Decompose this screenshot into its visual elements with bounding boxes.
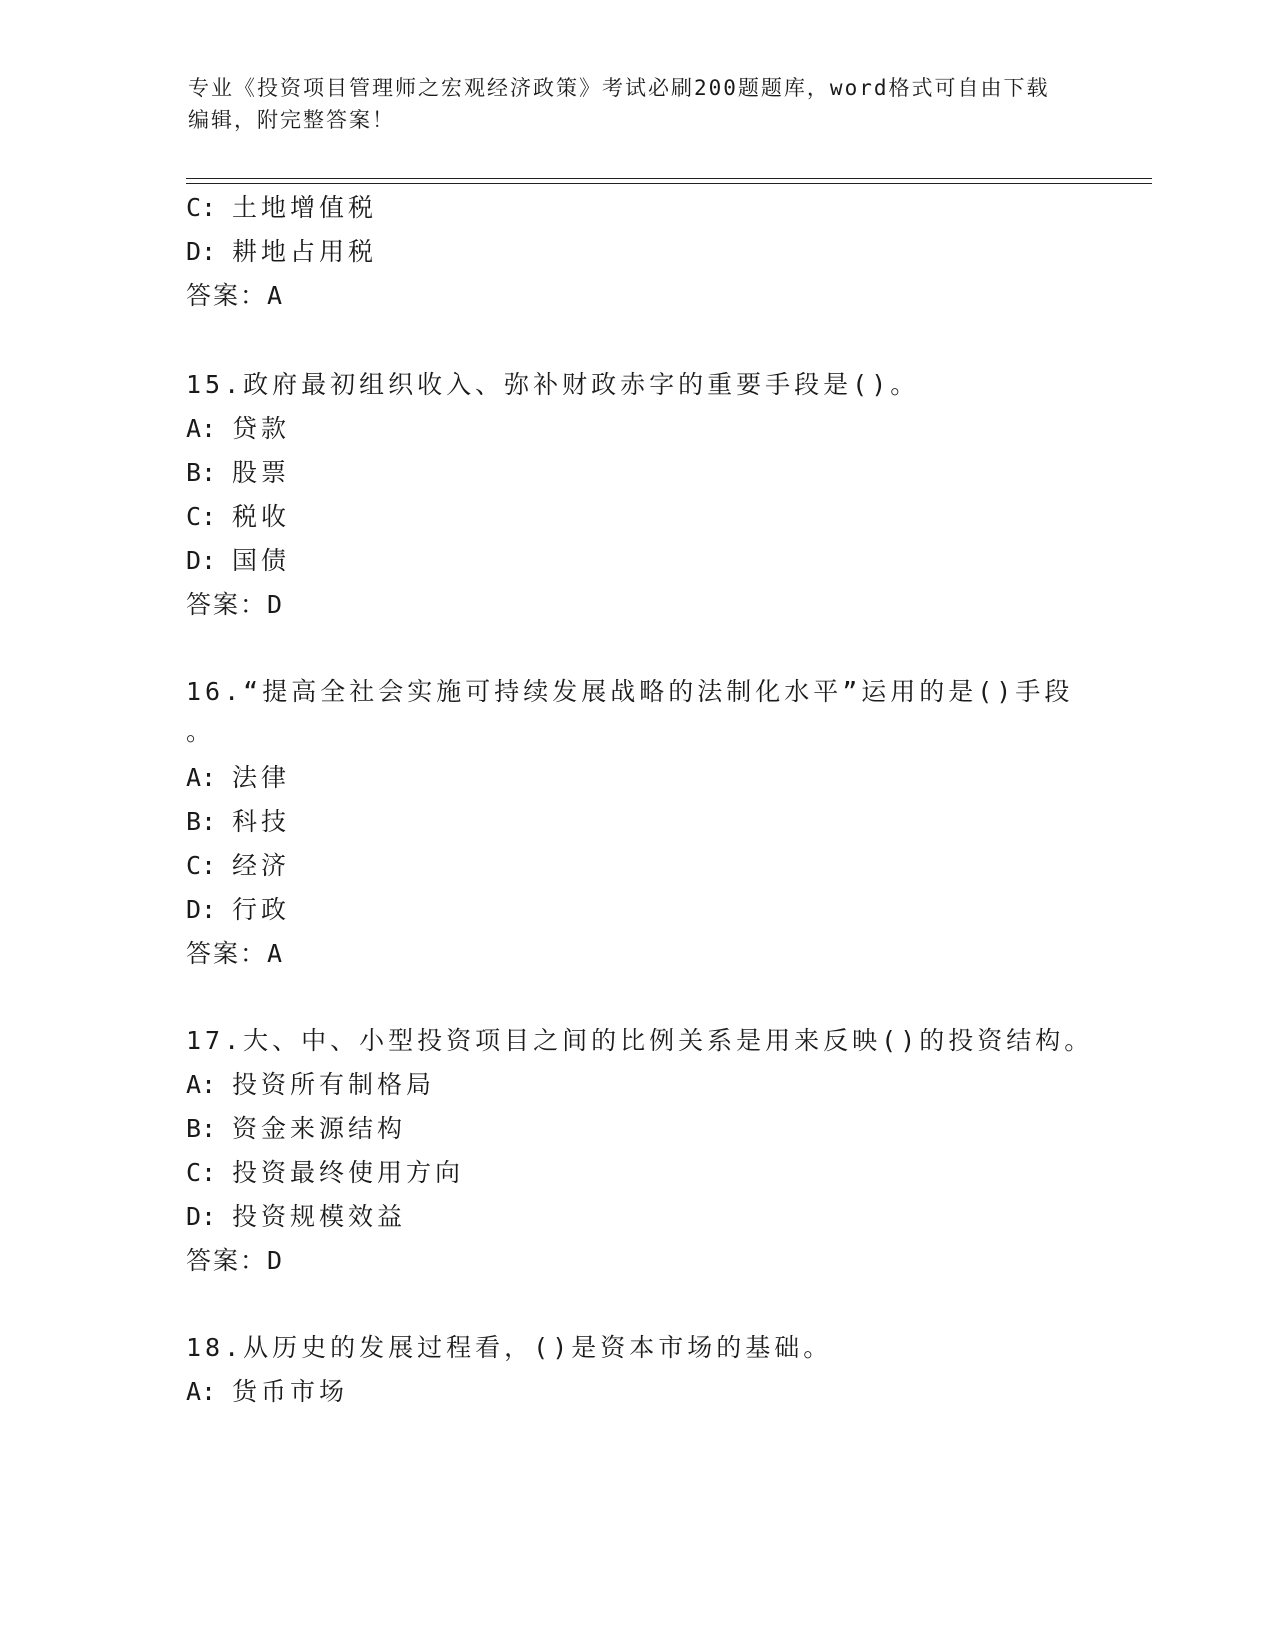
- option-a: [186, 1377, 348, 1407]
- option-text: 贷款: [232, 414, 291, 443]
- question-15: 15.政府最初组织收入、弥补财政赤字的重要手段是()。: [186, 370, 920, 399]
- option-label: B:: [186, 807, 217, 836]
- option-text: 资金来源结构: [232, 1114, 407, 1143]
- option-label: A:: [186, 763, 217, 792]
- answer-line: 答案：A: [186, 939, 285, 968]
- option-d: [186, 237, 377, 267]
- header-divider-top: [186, 178, 1152, 179]
- option-label: C:: [186, 193, 217, 222]
- option-text: 投资最终使用方向: [232, 1158, 465, 1187]
- option-b: [186, 1114, 406, 1144]
- question-17: 17.大、中、小型投资项目之间的比例关系是用来反映()的投资结构。: [186, 1026, 1094, 1055]
- option-d: [186, 895, 290, 925]
- question-16-continuation: 。: [186, 717, 216, 746]
- option-label: B:: [186, 1114, 217, 1143]
- option-d: [186, 1202, 406, 1232]
- option-a: [186, 763, 290, 793]
- option-text: 股票: [232, 458, 291, 487]
- option-label: C:: [186, 851, 217, 880]
- option-d: [186, 546, 290, 576]
- question-18: 18.从历史的发展过程看，()是资本市场的基础。: [186, 1333, 833, 1362]
- option-c: [186, 851, 290, 881]
- option-c: [186, 502, 290, 532]
- option-b: [186, 458, 290, 488]
- option-text: 货币市场: [232, 1377, 349, 1406]
- option-text: 税收: [232, 502, 291, 531]
- option-a: [186, 1070, 435, 1100]
- option-label: A:: [186, 1070, 217, 1099]
- option-label: D:: [186, 237, 217, 266]
- option-text: 法律: [232, 763, 291, 792]
- answer-line: 答案：D: [186, 590, 285, 619]
- document-header: [188, 72, 1068, 136]
- option-text: 国债: [232, 546, 291, 575]
- option-label: D:: [186, 895, 217, 924]
- option-label: D:: [186, 1202, 217, 1231]
- option-text: 耕地占用税: [232, 237, 378, 266]
- option-text: 科技: [232, 807, 291, 836]
- option-c: [186, 1158, 464, 1188]
- option-label: C:: [186, 1158, 217, 1187]
- header-divider-bottom: [186, 183, 1152, 184]
- question-16: 16.“提高全社会实施可持续发展战略的法制化水平”运用的是()手段: [186, 677, 1074, 706]
- option-a: [186, 414, 290, 444]
- option-text: 行政: [232, 895, 291, 924]
- option-text: 投资所有制格局: [232, 1070, 436, 1099]
- option-text: 土地增值税: [232, 193, 378, 222]
- answer-line: 答案：D: [186, 1246, 285, 1275]
- option-label: A:: [186, 1377, 217, 1406]
- option-b: [186, 807, 290, 837]
- option-label: C:: [186, 502, 217, 531]
- header-title: 专业《投资项目管理师之宏观经济政策》考试必刷200题题库，word格式可自由下载编辑，附完整答案！: [188, 76, 1050, 132]
- option-label: D:: [186, 546, 217, 575]
- option-text: 经济: [232, 851, 291, 880]
- answer-line: 答案：A: [186, 281, 285, 310]
- option-text: 投资规模效益: [232, 1202, 407, 1231]
- option-c: [186, 193, 377, 223]
- option-label: A:: [186, 414, 217, 443]
- option-label: B:: [186, 458, 217, 487]
